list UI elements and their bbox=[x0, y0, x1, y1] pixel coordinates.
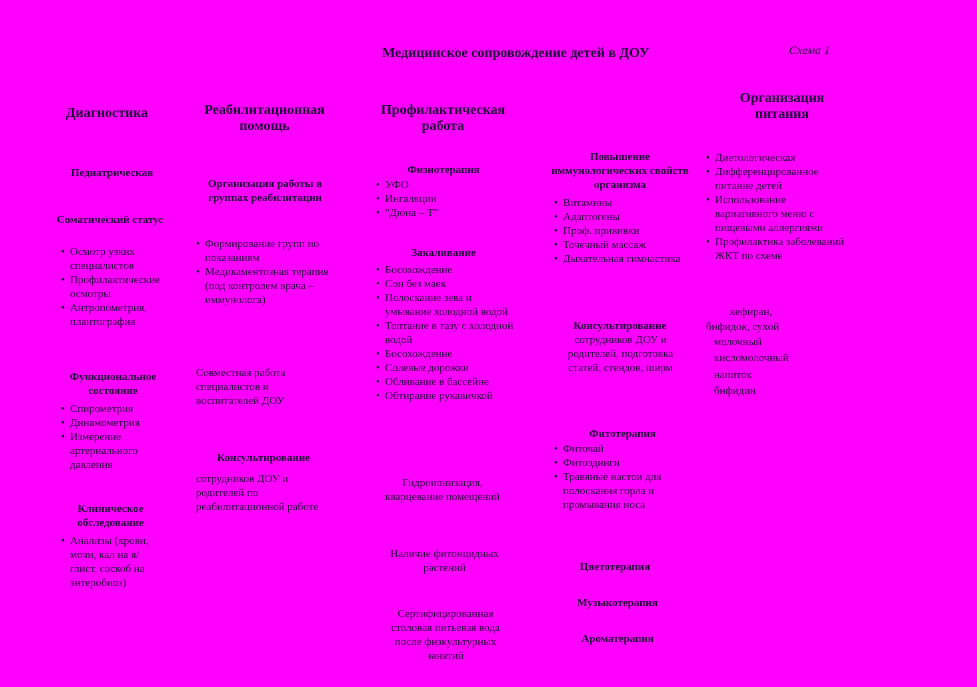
list-item: • Профилактические осмотры bbox=[61, 273, 166, 301]
list-item: • Спирометрия bbox=[61, 402, 166, 416]
list-item: • Осмотр узких специалистов bbox=[61, 245, 166, 273]
list-item: • Дифференцированное питание детей bbox=[706, 165, 846, 193]
immunity-consult-heading: Консультирование bbox=[573, 320, 667, 332]
physio-heading: Физиотерапия bbox=[407, 164, 480, 176]
list-item: • Адаптогены bbox=[554, 210, 689, 224]
list-item: • Обтирание рукавичкой bbox=[376, 389, 516, 403]
functional-heading: Функциональное состояние bbox=[69, 371, 157, 397]
list-item: • Босохождение bbox=[376, 263, 516, 277]
rehab-consult-text: сотрудников ДОУ и родителей по реабилитационной работе bbox=[196, 473, 319, 513]
list-item: • Полоскание зева и умывание холодной водой bbox=[376, 291, 516, 319]
plants-text: Наличие фитонцидных растений bbox=[390, 548, 499, 574]
list-item: • Дыхательная гимнастика bbox=[554, 252, 689, 266]
list-item: • Витамины bbox=[554, 196, 689, 210]
list-item: • Сон без маек bbox=[376, 277, 516, 291]
nutrition-extra-2: бифидок, сухой bbox=[706, 321, 780, 333]
list-item: • Диетологическая bbox=[706, 151, 846, 165]
functional-list bbox=[61, 402, 166, 472]
somatic-list bbox=[61, 245, 166, 329]
aroma-therapy: Ароматерапия bbox=[581, 633, 654, 645]
list-item: • Измерение артериального давления bbox=[61, 430, 166, 472]
list-item: • "Дюна – Т" bbox=[376, 206, 516, 220]
list-item: • Динамометрия bbox=[61, 416, 166, 430]
nutrition-extra-5: напиток bbox=[714, 369, 752, 381]
page-title: Медицинское сопровождение детей в ДОУ bbox=[382, 46, 650, 61]
list-item: • Топтание в тазу с холодной водой bbox=[376, 319, 516, 347]
list-item: • Антропометрия, плантография bbox=[61, 301, 166, 329]
rehab-org-list bbox=[196, 237, 346, 307]
list-item: • Босохождение bbox=[376, 347, 516, 361]
list-item: • Ингаляции bbox=[376, 192, 516, 206]
diagnostics-heading: Диагностика bbox=[65, 106, 149, 121]
list-item: • Анализы (крови, мочи, кал на я/глист, соскоб на энтеробиоз) bbox=[61, 534, 161, 590]
immunity-consult-text: сотрудников ДОУ и родителей, подготовка статей, стендов, ширм bbox=[567, 334, 674, 374]
list-item: • Фиточай bbox=[554, 442, 689, 456]
music-therapy: Музыкотерапия bbox=[577, 597, 658, 609]
immunity-heading: Повышение иммунологических свойств организма bbox=[551, 151, 689, 191]
rehab-heading: Реабилитационная помощь bbox=[204, 103, 325, 134]
list-item: • Медикаментозная терапия (под контролем врача – иммунолога) bbox=[196, 265, 346, 307]
list-item: • Формирование групп по показаниям bbox=[196, 237, 346, 265]
nutrition-list bbox=[706, 151, 846, 263]
water-text: Сертифицированная столовая питьевая вода после физкультурных занятий bbox=[391, 608, 500, 662]
nutrition-extra-4: кисломолочный bbox=[714, 352, 789, 364]
physio-list bbox=[376, 178, 516, 220]
color-therapy: Цветотерапия bbox=[579, 561, 651, 573]
list-item: • Использование вариативного меню с пищевыми аллергиями bbox=[706, 193, 846, 235]
clinical-heading: Клиническое обследование bbox=[77, 503, 144, 529]
prevention-heading: Профилактическая работа bbox=[380, 103, 506, 134]
list-item: • Травяные настои для полоскания горла и промывания носа bbox=[554, 470, 689, 512]
somatic-heading: Соматический статус bbox=[56, 214, 164, 226]
hardening-list bbox=[376, 263, 516, 403]
list-item: • Профилактика заболеваний ЖКТ по схеме bbox=[706, 235, 846, 263]
list-item: • Фитоэдинги bbox=[554, 456, 689, 470]
phyto-heading: Фитотерапия bbox=[589, 428, 656, 440]
nutrition-extra-1: кефиран, bbox=[730, 306, 773, 318]
list-item: • Точечный массаж bbox=[554, 238, 689, 252]
list-item: • Солевые дорожки bbox=[376, 361, 516, 375]
scheme-label: Схема 1 bbox=[789, 43, 831, 57]
hardening-heading: Закаливание bbox=[411, 247, 476, 259]
rehab-consult-heading: Консультирование bbox=[217, 452, 310, 464]
list-item: • Проф. прививки bbox=[554, 224, 689, 238]
nutrition-extra-3: молочный bbox=[714, 336, 762, 348]
nutrition-extra-6: бифидин bbox=[714, 385, 756, 397]
clinical-list bbox=[61, 534, 161, 590]
immunity-list bbox=[554, 196, 689, 266]
list-item: • Обливание в бассейне bbox=[376, 375, 516, 389]
list-item: • УФО bbox=[376, 178, 516, 192]
phyto-list bbox=[554, 442, 689, 512]
rehab-org-heading: Организация работы в группах реабилитации bbox=[207, 178, 323, 204]
hydroionization-text: Гидроионизация, кварцевание помещений bbox=[385, 477, 500, 503]
pediatric-heading: Педиатрическая bbox=[70, 167, 154, 179]
nutrition-heading: Организация питания bbox=[739, 91, 825, 122]
joint-work-text: Совместная работа специалистов и воспитателей ДОУ bbox=[196, 367, 286, 407]
